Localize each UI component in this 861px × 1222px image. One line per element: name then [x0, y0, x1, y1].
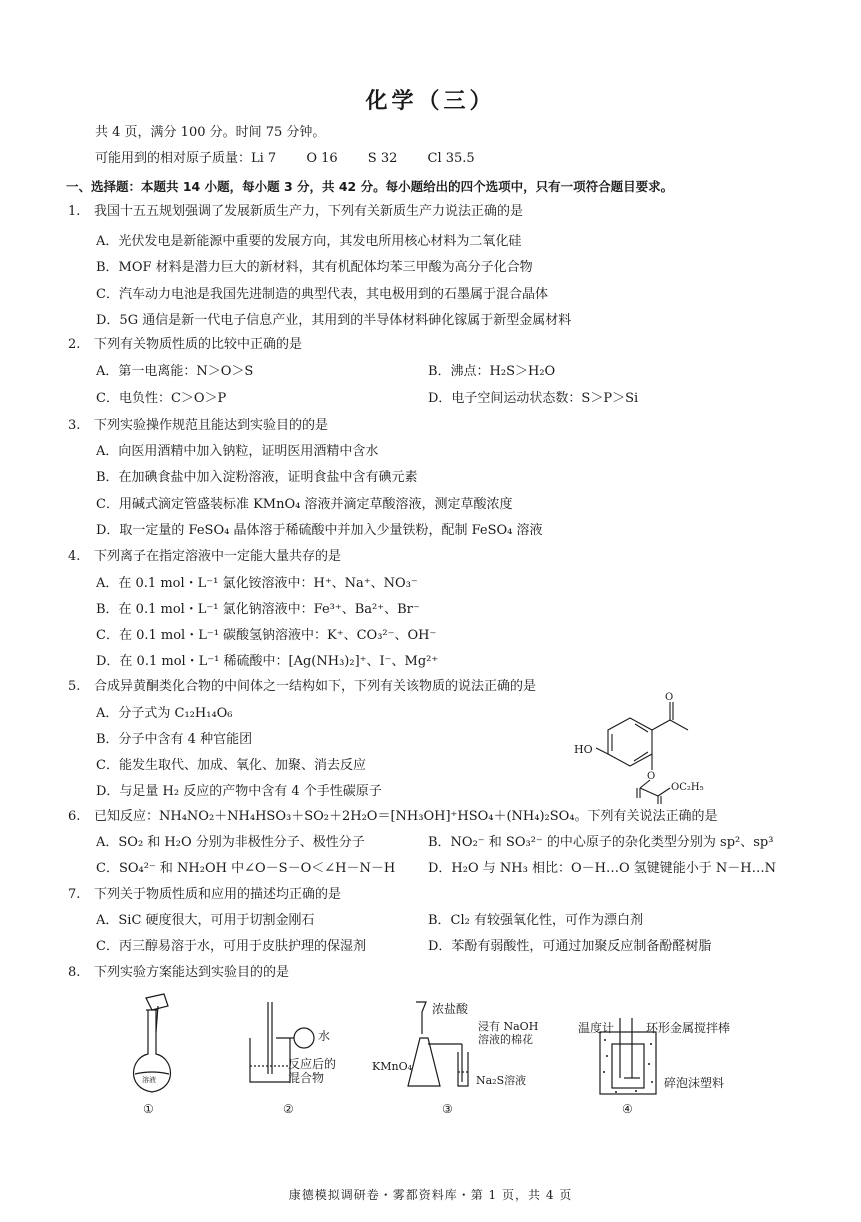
atom-label: O: [647, 771, 656, 782]
volumetric-flask-diagram: [118, 992, 188, 1102]
option-c: C．电负性：C＞O＞P: [96, 391, 227, 406]
option-c: C．用碱式滴定管盛装标准 KMnO₄ 溶液并滴定草酸溶液，测定草酸浓度: [96, 497, 513, 512]
question-stem: 下列实验操作规范且能达到实验目的的是: [94, 418, 329, 433]
option-d: D．在 0.1 mol・L⁻¹ 稀硫酸中：[Ag(NH₃)₂]⁺、I⁻、Mg²⁺: [96, 654, 439, 669]
svg-text:溶液: 溶液: [142, 1076, 156, 1084]
molecule-structure: [570, 690, 720, 805]
option-c: C．在 0.1 mol・L⁻¹ 碳酸氢钠溶液中：K⁺、CO₃²⁻、OH⁻: [96, 628, 437, 643]
question-stem: 我国十五五规划强调了发展新质生产力，下列有关新质生产力说法正确的是: [94, 204, 524, 219]
atomic-masses: 可能用到的相对原子质量：Li 7 O 16 S 32 Cl 35.5: [95, 151, 475, 166]
option-d: D．与足量 H₂ 反应的产物中含有 4 个手性碳原子: [96, 784, 382, 799]
page-footer: 康德模拟调研卷・雾都资料库・第 1 页，共 4 页: [288, 1188, 573, 1202]
option-a: A．在 0.1 mol・L⁻¹ 氯化铵溶液中：H⁺、Na⁺、NO₃⁻: [96, 576, 418, 591]
benzene-ring: [608, 718, 652, 766]
label-naoh-cotton: 浸有 NaOH 溶液的棉花: [478, 1020, 539, 1046]
option-d: D．H₂O 与 NH₃ 相比：O－H…O 氢键键能小于 N－H…N: [428, 861, 776, 876]
option-a: A．向医用酒精中加入钠粒，证明医用酒精中含水: [96, 444, 379, 459]
atom-label: O: [665, 692, 674, 703]
page-title: 化学（三）: [365, 89, 496, 114]
option-b: B．MOF 材料是潜力巨大的新材料，其有机配体均苯三甲酸为高分子化合物: [96, 260, 533, 275]
figure-number: ①: [143, 1102, 154, 1116]
option-b: B．NO₂⁻ 和 SO₃²⁻ 的中心原子的杂化类型分别为 sp²、sp³: [428, 835, 774, 850]
option-d: D．电子空间运动状态数：S＞P＞Si: [428, 391, 639, 406]
figure-number: ③: [442, 1102, 453, 1116]
atom-label: HO: [574, 743, 593, 756]
figure-number: ④: [622, 1102, 633, 1116]
label-mixture: 反应后的 混合物: [288, 1057, 337, 1085]
figure-number: ②: [283, 1102, 294, 1116]
option-b: B．在加碘食盐中加入淀粉溶液，证明食盐中含有碘元素: [96, 470, 418, 485]
option-c: C．SO₄²⁻ 和 NH₂OH 中∠O－S－O＜∠H－N－H: [96, 861, 396, 876]
question-stem: 合成异黄酮类化合物的中间体之一结构如下，下列有关该物质的说法正确的是: [94, 679, 537, 694]
label-thermometer: 温度计: [578, 1021, 615, 1035]
question-stem: 下列实验方案能达到实验目的的是: [94, 965, 290, 980]
option-b: B．沸点：H₂S＞H₂O: [428, 364, 556, 379]
question-number: 5.: [68, 679, 81, 694]
label-foam: 碎泡沫塑料: [664, 1076, 725, 1090]
option-a: A．光伏发电是新能源中重要的发展方向，其发电所用核心材料为二氧化硅: [96, 234, 522, 249]
question-stem: 下列关于物质性质和应用的描述均正确的是: [94, 887, 342, 902]
option-a: A．SiC 硬度很大，可用于切割金刚石: [96, 913, 315, 928]
question-stem: 下列离子在指定溶液中一定能大量共存的是: [94, 549, 342, 564]
question-stem: 下列有关物质性质的比较中正确的是: [94, 337, 303, 352]
atom-label: OC₂H₅: [671, 782, 704, 793]
label-na2s: Na₂S溶液: [476, 1074, 527, 1087]
option-c: C．能发生取代、加成、氧化、加聚、消去反应: [96, 758, 366, 773]
question-number: 2.: [68, 337, 81, 352]
question-number: 4.: [68, 549, 81, 564]
option-b: B．分子中含有 4 种官能团: [96, 732, 253, 747]
option-c: C．丙三醇易溶于水，可用于皮肤护理的保湿剂: [96, 939, 366, 954]
label-stirrer: 环形金属搅拌棒: [646, 1021, 731, 1035]
option-d: D．苯酚有弱酸性，可通过加聚反应制备酚醛树脂: [428, 939, 712, 954]
option-d: D．5G 通信是新一代电子信息产业，其用到的半导体材料砷化镓属于新型金属材料: [96, 313, 572, 328]
question-number: 6.: [68, 809, 81, 824]
option-a: A．SO₂ 和 H₂O 分别为非极性分子、极性分子: [96, 835, 365, 850]
question-number: 3.: [68, 418, 81, 433]
label-water: 水: [318, 1029, 331, 1043]
option-d: D．取一定量的 FeSO₄ 晶体溶于稀硫酸中并加入少量铁粉，配制 FeSO₄ 溶液: [96, 523, 543, 538]
option-a: A．第一电离能：N＞O＞S: [96, 364, 254, 379]
option-b: B．在 0.1 mol・L⁻¹ 氯化钠溶液中：Fe³⁺、Ba²⁺、Br⁻: [96, 602, 420, 617]
option-a: A．分子式为 C₁₂H₁₄O₆: [96, 706, 233, 721]
question-number: 7.: [68, 887, 81, 902]
section-heading: 一、选择题：本题共 14 小题，每小题 3 分，共 42 分。每小题给出的四个选项中，只有一项符合题目要求。: [66, 179, 674, 194]
option-c: C．汽车动力电池是我国先进制造的典型代表，其电极用到的石墨属于混合晶体: [96, 287, 548, 302]
label-kmno4: KMnO₄: [372, 1060, 412, 1073]
question-number: 1.: [68, 204, 81, 219]
exam-info: 共 4 页，满分 100 分。时间 75 分钟。: [95, 125, 326, 140]
option-b: B．Cl₂ 有较强氧化性，可作为漂白剂: [428, 913, 644, 928]
label-hcl: 浓盐酸: [432, 1002, 469, 1016]
question-number: 8.: [68, 965, 81, 980]
question-stem: 已知反应：NH₄NO₂＋NH₄HSO₃＋SO₂＋2H₂O＝[NH₃OH]⁺HSO₄＋(NH₄)₂SO₄。下列有关说法正确的是: [94, 809, 718, 824]
